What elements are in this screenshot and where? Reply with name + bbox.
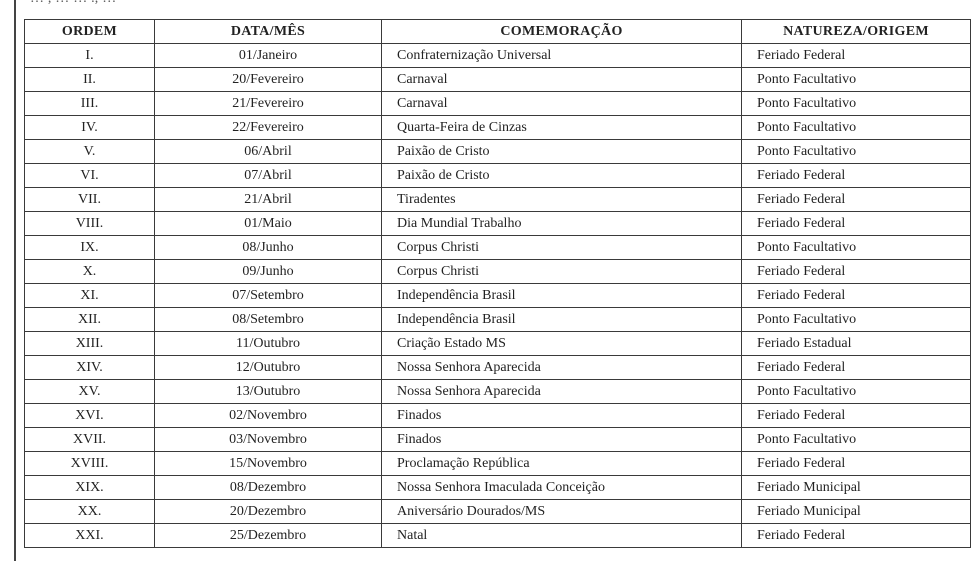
table-row: [25, 428, 971, 452]
cell-ordem: XIX.: [25, 476, 155, 500]
cell-ordem: VI.: [25, 164, 155, 188]
table-body: [25, 44, 971, 548]
cell-natureza-origem: Feriado Federal: [742, 404, 971, 428]
table-row: [25, 260, 971, 284]
cell-data-mes: 01/Janeiro: [155, 44, 382, 68]
cell-comemoracao: Corpus Christi: [382, 260, 742, 284]
cell-ordem: XV.: [25, 380, 155, 404]
cell-ordem: XVI.: [25, 404, 155, 428]
cell-ordem: I.: [25, 44, 155, 68]
holidays-table: [24, 19, 971, 548]
cell-natureza-origem: Feriado Federal: [742, 356, 971, 380]
cell-comemoracao: Independência Brasil: [382, 308, 742, 332]
cell-comemoracao: Aniversário Dourados/MS: [382, 500, 742, 524]
cell-natureza-origem: Feriado Federal: [742, 260, 971, 284]
cell-data-mes: 11/Outubro: [155, 332, 382, 356]
cell-comemoracao: Carnaval: [382, 68, 742, 92]
cell-ordem: XI.: [25, 284, 155, 308]
cell-ordem: II.: [25, 68, 155, 92]
cell-comemoracao: Confraternização Universal: [382, 44, 742, 68]
cell-natureza-origem: Feriado Federal: [742, 44, 971, 68]
cropped-header-text: [30, 0, 116, 7]
table-row: [25, 188, 971, 212]
cell-comemoracao: Proclamação República: [382, 452, 742, 476]
table-row: [25, 140, 971, 164]
cell-comemoracao: Corpus Christi: [382, 236, 742, 260]
cell-ordem: XIV.: [25, 356, 155, 380]
cell-ordem: XVIII.: [25, 452, 155, 476]
cell-comemoracao: Nossa Senhora Imaculada Conceição: [382, 476, 742, 500]
table-row: [25, 524, 971, 548]
cell-natureza-origem: Feriado Federal: [742, 212, 971, 236]
cell-data-mes: 21/Abril: [155, 188, 382, 212]
cell-comemoracao: Tiradentes: [382, 188, 742, 212]
cell-natureza-origem: Feriado Federal: [742, 524, 971, 548]
cell-ordem: IV.: [25, 116, 155, 140]
cell-data-mes: 08/Junho: [155, 236, 382, 260]
table-row: [25, 44, 971, 68]
table-row: [25, 308, 971, 332]
cell-natureza-origem: Feriado Federal: [742, 164, 971, 188]
cell-comemoracao: Natal: [382, 524, 742, 548]
cell-natureza-origem: Ponto Facultativo: [742, 380, 971, 404]
cell-data-mes: 12/Outubro: [155, 356, 382, 380]
cell-natureza-origem: Feriado Federal: [742, 188, 971, 212]
cell-ordem: XII.: [25, 308, 155, 332]
table-row: [25, 332, 971, 356]
cell-natureza-origem: Feriado Estadual: [742, 332, 971, 356]
header-ordem: ORDEM: [25, 20, 155, 44]
table-row: [25, 68, 971, 92]
cell-comemoracao: Nossa Senhora Aparecida: [382, 356, 742, 380]
cell-comemoracao: Quarta-Feira de Cinzas: [382, 116, 742, 140]
cell-comemoracao: Dia Mundial Trabalho: [382, 212, 742, 236]
cell-data-mes: 15/Novembro: [155, 452, 382, 476]
table-row: [25, 500, 971, 524]
table-row: [25, 164, 971, 188]
cell-data-mes: 07/Setembro: [155, 284, 382, 308]
cell-natureza-origem: Ponto Facultativo: [742, 92, 971, 116]
cell-data-mes: 13/Outubro: [155, 380, 382, 404]
table-row: [25, 116, 971, 140]
cell-natureza-origem: Feriado Federal: [742, 284, 971, 308]
table-row: [25, 236, 971, 260]
cell-natureza-origem: Ponto Facultativo: [742, 68, 971, 92]
cell-data-mes: 25/Dezembro: [155, 524, 382, 548]
cell-data-mes: 02/Novembro: [155, 404, 382, 428]
cell-natureza-origem: Feriado Federal: [742, 452, 971, 476]
table-row: [25, 212, 971, 236]
cell-ordem: XX.: [25, 500, 155, 524]
table-row: [25, 404, 971, 428]
cell-ordem: XXI.: [25, 524, 155, 548]
cell-natureza-origem: Feriado Municipal: [742, 476, 971, 500]
cell-data-mes: 22/Fevereiro: [155, 116, 382, 140]
header-natureza-origem: NATUREZA/ORIGEM: [742, 20, 971, 44]
cell-data-mes: 08/Setembro: [155, 308, 382, 332]
cell-comemoracao: Finados: [382, 404, 742, 428]
cell-ordem: XIII.: [25, 332, 155, 356]
cell-data-mes: 07/Abril: [155, 164, 382, 188]
cell-comemoracao: Nossa Senhora Aparecida: [382, 380, 742, 404]
table-row: [25, 356, 971, 380]
cell-ordem: VII.: [25, 188, 155, 212]
cell-ordem: IX.: [25, 236, 155, 260]
cell-natureza-origem: Ponto Facultativo: [742, 140, 971, 164]
cell-data-mes: 01/Maio: [155, 212, 382, 236]
cell-comemoracao: Independência Brasil: [382, 284, 742, 308]
cell-natureza-origem: Ponto Facultativo: [742, 308, 971, 332]
cell-data-mes: 03/Novembro: [155, 428, 382, 452]
cell-data-mes: 20/Fevereiro: [155, 68, 382, 92]
cell-natureza-origem: Ponto Facultativo: [742, 116, 971, 140]
table-row: [25, 92, 971, 116]
cell-data-mes: 09/Junho: [155, 260, 382, 284]
cell-comemoracao: Carnaval: [382, 92, 742, 116]
cell-comemoracao: Finados: [382, 428, 742, 452]
cell-data-mes: 08/Dezembro: [155, 476, 382, 500]
table-row: [25, 452, 971, 476]
cell-data-mes: 21/Fevereiro: [155, 92, 382, 116]
cell-natureza-origem: Ponto Facultativo: [742, 236, 971, 260]
cell-ordem: XVII.: [25, 428, 155, 452]
cell-comemoracao: Paixão de Cristo: [382, 140, 742, 164]
table-row: [25, 476, 971, 500]
cell-natureza-origem: Ponto Facultativo: [742, 428, 971, 452]
cell-ordem: X.: [25, 260, 155, 284]
cell-ordem: VIII.: [25, 212, 155, 236]
table-row: [25, 284, 971, 308]
cell-comemoracao: Criação Estado MS: [382, 332, 742, 356]
cell-data-mes: 20/Dezembro: [155, 500, 382, 524]
cell-comemoracao: Paixão de Cristo: [382, 164, 742, 188]
cell-natureza-origem: Feriado Municipal: [742, 500, 971, 524]
cell-ordem: V.: [25, 140, 155, 164]
table-header-row: [25, 20, 971, 44]
cell-data-mes: 06/Abril: [155, 140, 382, 164]
table-row: [25, 380, 971, 404]
header-comemoracao: COMEMORAÇÃO: [382, 20, 742, 44]
cell-ordem: III.: [25, 92, 155, 116]
header-data-mes: DATA/MÊS: [155, 20, 382, 44]
